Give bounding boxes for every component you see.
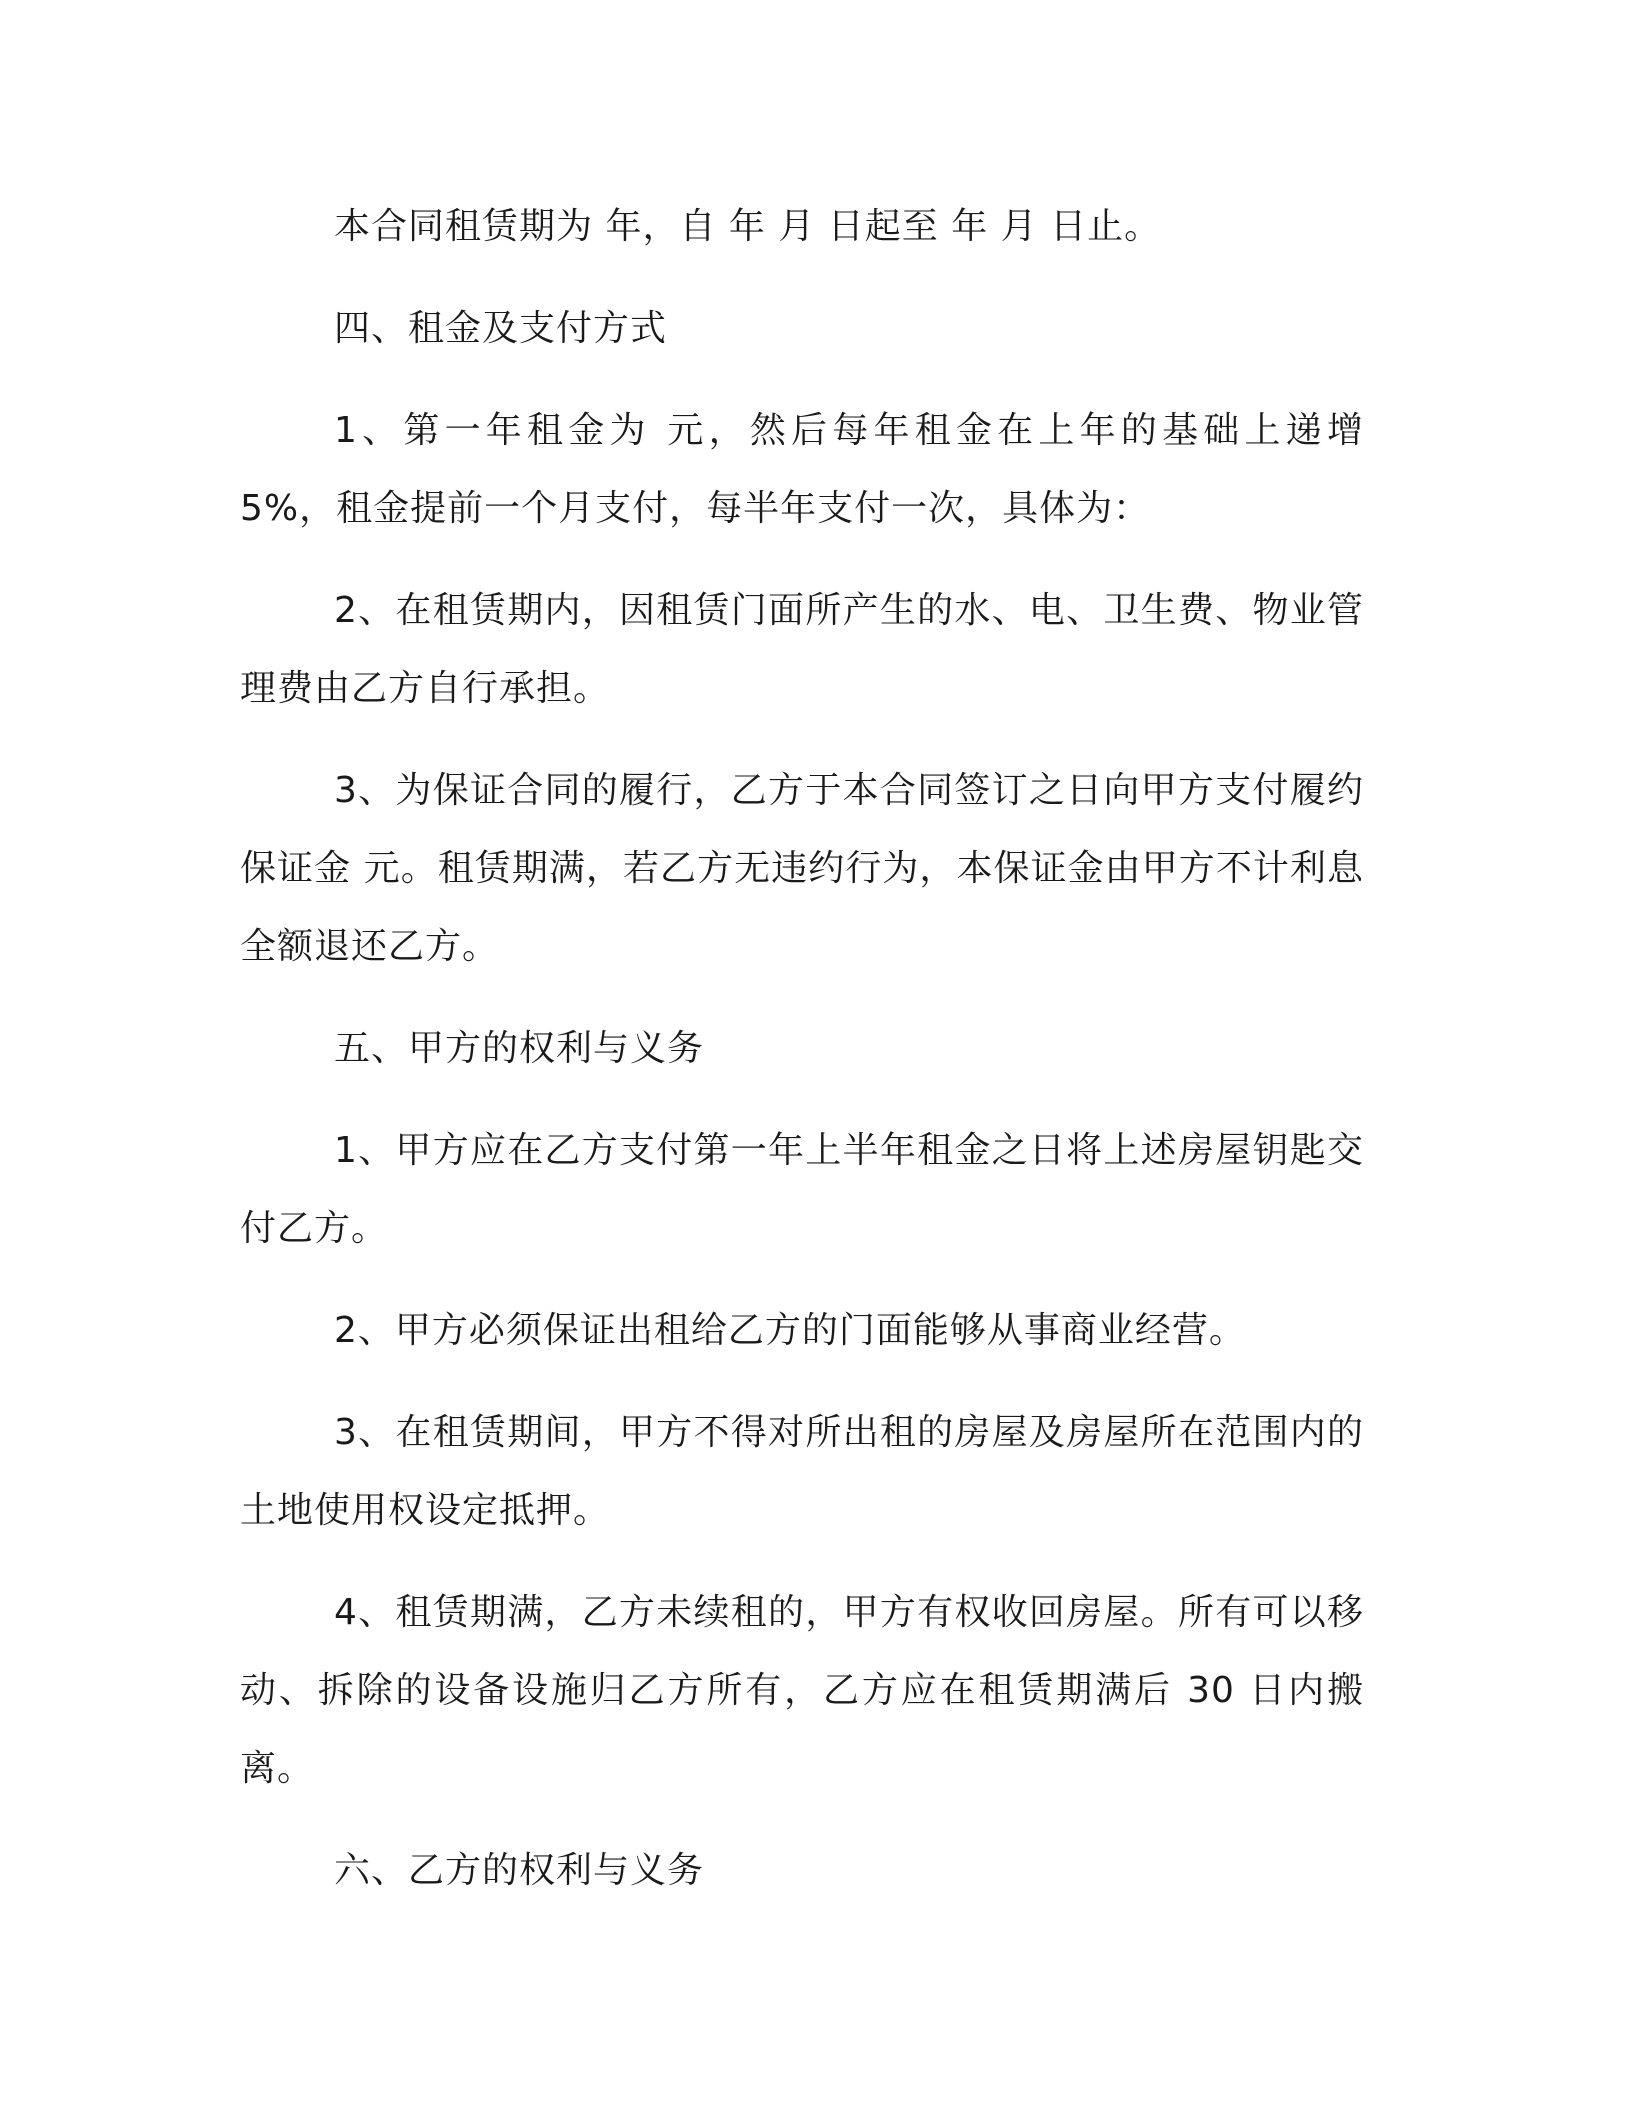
- section-heading-rent: 四、租金及支付方式: [334, 308, 668, 349]
- spacer: [240, 986, 1364, 1010]
- spacer: [240, 1268, 1364, 1292]
- spacer: [240, 266, 1364, 290]
- spacer: [240, 1088, 1364, 1112]
- clause-party-a-mortgage: 3、在租赁期间，甲方不得对所出租的房屋及房屋所在范围内的土地使用权设定抵押。: [240, 1412, 1364, 1531]
- spacer: [240, 1370, 1364, 1394]
- spacer: [240, 1550, 1364, 1574]
- clause-party-a-business: 2、甲方必须保证出租给乙方的门面能够从事商业经营。: [334, 1310, 1246, 1351]
- clause-utilities: 2、在租赁期内，因租赁门面所产生的水、电、卫生费、物业管理费由乙方自行承担。: [240, 590, 1364, 709]
- spacer: [240, 548, 1364, 572]
- clause-party-a-keys: 1、甲方应在乙方支付第一年上半年租金之日将上述房屋钥匙交付乙方。: [240, 1130, 1364, 1249]
- clause-party-a-reclaim: 4、租赁期满，乙方未续租的，甲方有权收回房屋。所有可以移动、拆除的设备设施归乙方所有，乙方应在租赁期满后 30 日内搬离。: [240, 1592, 1364, 1789]
- spacer: [240, 728, 1364, 752]
- section-heading-party-b: 六、乙方的权利与义务: [334, 1850, 705, 1891]
- lease-term-paragraph: 本合同租赁期为 年，自 年 月 日起至 年 月 日止。: [334, 206, 1162, 247]
- spacer: [240, 1808, 1364, 1832]
- document-body: [240, 188, 1364, 1910]
- clause-deposit: 3、为保证合同的履行，乙方于本合同签订之日向甲方支付履约保证金 元。租赁期满，若乙方无违约行为，本保证金由甲方不计利息全额退还乙方。: [240, 770, 1364, 967]
- spacer: [240, 368, 1364, 392]
- clause-rent-amount: 1、第一年租金为 元，然后每年租金在上年的基础上递增 5%，租金提前一个月支付，每半年支付一次，具体为：: [240, 410, 1364, 529]
- section-heading-party-a: 五、甲方的权利与义务: [334, 1028, 705, 1069]
